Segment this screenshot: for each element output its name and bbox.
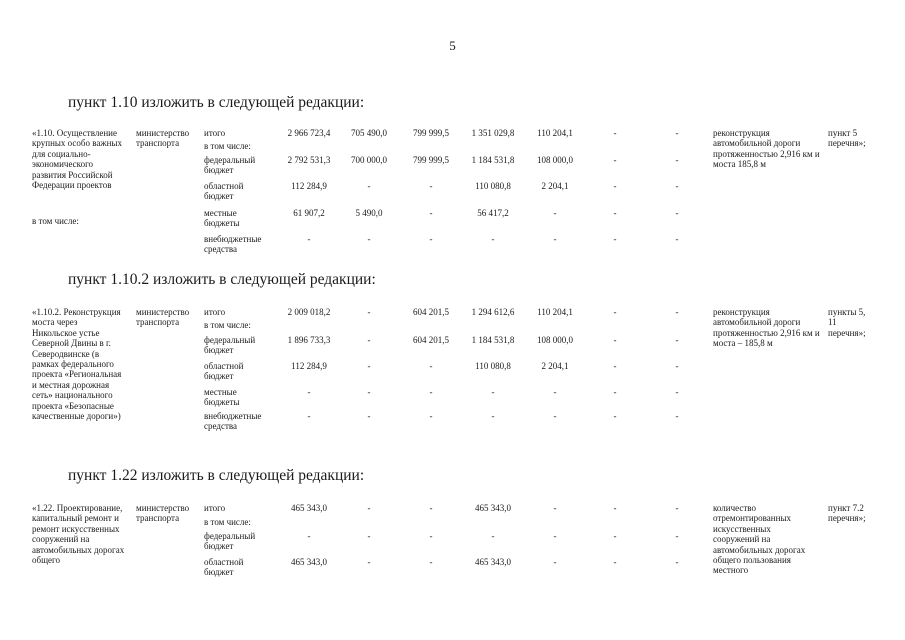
- cell-value: 1 896 733,3: [287, 335, 331, 345]
- cell-value: 1 294 612,6: [471, 307, 515, 317]
- row-label: в том числе:: [204, 141, 251, 151]
- cell-value: -: [675, 208, 679, 218]
- cell-value: -: [429, 411, 433, 421]
- row-label: федеральный бюджет: [204, 531, 256, 552]
- cell-value: -: [367, 361, 371, 371]
- row-label: итого: [204, 503, 226, 513]
- cell-value: -: [675, 503, 679, 513]
- measure-sub-label: в том числе:: [32, 216, 79, 226]
- cell-value: 110 080,8: [475, 361, 511, 371]
- cell-value: -: [367, 335, 371, 345]
- cell-value: -: [675, 531, 679, 541]
- cell-value: 604 201,5: [413, 307, 449, 317]
- cell-value: -: [675, 234, 679, 244]
- cell-value: -: [491, 411, 495, 421]
- cell-value: -: [613, 234, 617, 244]
- expected-result: количество отремонтированных искусственных сооружений на автомобильных дорогах общего пользования местного: [713, 503, 806, 576]
- measure-name: «1.10. Осуществление крупных особо важных для социально-экономического развития Российской Федерации проектов: [32, 128, 122, 191]
- cell-value: -: [553, 411, 557, 421]
- cell-value: -: [675, 557, 679, 567]
- table-row: [32, 411, 732, 437]
- row-label: итого: [204, 307, 226, 317]
- cell-value: 61 907,2: [293, 208, 325, 218]
- cell-value: -: [491, 387, 495, 397]
- cell-value: -: [675, 411, 679, 421]
- row-label: местные бюджеты: [204, 208, 240, 229]
- cell-value: -: [675, 307, 679, 317]
- expected-result: реконструкция автомобильной дороги протяженностью 2,916 км и моста 185,8 м: [713, 128, 820, 170]
- cell-value: 110 204,1: [537, 128, 573, 138]
- row-label: итого: [204, 128, 226, 138]
- responsible-org: министерство транспорта: [136, 128, 190, 149]
- cell-value: -: [553, 557, 557, 567]
- cell-value: -: [429, 181, 433, 191]
- table-row: [32, 208, 732, 234]
- cell-value: 604 201,5: [413, 335, 449, 345]
- cell-value: 2 204,1: [541, 361, 569, 371]
- table-row: [32, 361, 732, 387]
- cell-value: -: [429, 557, 433, 567]
- cell-value: 110 080,8: [475, 181, 511, 191]
- expected-result: реконструкция автомобильной дороги протяженностью 2,916 км и моста – 185,8 м: [713, 307, 820, 349]
- cell-value: -: [613, 335, 617, 345]
- cell-value: 465 343,0: [475, 503, 511, 513]
- list-reference: пункты 5, 11 перечня»;: [828, 307, 866, 338]
- cell-value: 465 343,0: [291, 557, 327, 567]
- row-label: федеральный бюджет: [204, 335, 256, 356]
- cell-value: -: [675, 128, 679, 138]
- section-heading-1-10: пункт 1.10 изложить в следующей редакции:: [68, 94, 365, 111]
- section-heading-1-22: пункт 1.22 изложить в следующей редакции:: [68, 467, 365, 484]
- cell-value: -: [429, 208, 433, 218]
- cell-value: -: [613, 503, 617, 513]
- cell-value: -: [429, 387, 433, 397]
- page-number: 5: [449, 38, 456, 53]
- cell-value: 1 184 531,8: [471, 335, 515, 345]
- cell-value: -: [491, 234, 495, 244]
- cell-value: -: [367, 503, 371, 513]
- cell-value: 700 000,0: [351, 155, 387, 165]
- row-label: федеральный бюджет: [204, 155, 256, 176]
- cell-value: 112 284,9: [291, 361, 327, 371]
- measure-name: «1.22. Проектирование, капитальный ремонт и ремонт искусственных сооружений на автомобильных дорогах общего: [32, 503, 125, 566]
- cell-value: -: [613, 531, 617, 541]
- cell-value: -: [429, 234, 433, 244]
- cell-value: -: [367, 557, 371, 567]
- cell-value: -: [307, 387, 311, 397]
- cell-value: -: [307, 234, 311, 244]
- cell-value: 2 009 018,2: [287, 307, 331, 317]
- cell-value: -: [675, 335, 679, 345]
- cell-value: 5 490,0: [355, 208, 383, 218]
- row-label: областной бюджет: [204, 557, 244, 578]
- cell-value: -: [429, 361, 433, 371]
- cell-value: 799 999,5: [413, 128, 449, 138]
- cell-value: -: [367, 411, 371, 421]
- cell-value: 2 792 531,3: [287, 155, 331, 165]
- responsible-org: министерство транспорта: [136, 307, 190, 328]
- row-label: местные бюджеты: [204, 387, 240, 408]
- cell-value: 465 343,0: [291, 503, 327, 513]
- list-reference: пункт 7.2 перечня»;: [828, 503, 866, 524]
- cell-value: -: [553, 208, 557, 218]
- table-row: [32, 234, 732, 260]
- cell-value: -: [613, 208, 617, 218]
- cell-value: -: [613, 387, 617, 397]
- cell-value: 108 000,0: [537, 335, 573, 345]
- cell-value: -: [367, 387, 371, 397]
- row-label: в том числе:: [204, 320, 251, 330]
- cell-value: 1 184 531,8: [471, 155, 515, 165]
- cell-value: -: [553, 234, 557, 244]
- cell-value: -: [675, 181, 679, 191]
- table-row: [32, 557, 732, 583]
- cell-value: -: [553, 531, 557, 541]
- cell-value: -: [613, 411, 617, 421]
- cell-value: -: [675, 387, 679, 397]
- cell-value: 2 204,1: [541, 181, 569, 191]
- cell-value: -: [429, 503, 433, 513]
- row-label: в том числе:: [204, 517, 251, 527]
- responsible-org: министерство транспорта: [136, 503, 190, 524]
- cell-value: 799 999,5: [413, 155, 449, 165]
- row-label: внебюджетные средства: [204, 411, 262, 432]
- cell-value: -: [307, 531, 311, 541]
- table-row: [32, 335, 732, 361]
- cell-value: -: [553, 387, 557, 397]
- cell-value: -: [613, 557, 617, 567]
- cell-value: -: [613, 128, 617, 138]
- table-row: [32, 181, 732, 207]
- cell-value: -: [553, 503, 557, 513]
- cell-value: 705 490,0: [351, 128, 387, 138]
- cell-value: -: [367, 531, 371, 541]
- table-row: [32, 155, 732, 181]
- cell-value: 2 966 723,4: [287, 128, 331, 138]
- cell-value: -: [307, 411, 311, 421]
- cell-value: 56 417,2: [477, 208, 509, 218]
- cell-value: -: [491, 531, 495, 541]
- cell-value: 110 204,1: [537, 307, 573, 317]
- row-label: областной бюджет: [204, 361, 244, 382]
- cell-value: -: [613, 181, 617, 191]
- cell-value: -: [367, 234, 371, 244]
- cell-value: 108 000,0: [537, 155, 573, 165]
- cell-value: -: [429, 531, 433, 541]
- table-row: [32, 387, 732, 413]
- cell-value: -: [613, 361, 617, 371]
- cell-value: 465 343,0: [475, 557, 511, 567]
- cell-value: -: [675, 361, 679, 371]
- cell-value: -: [367, 181, 371, 191]
- cell-value: 1 351 029,8: [471, 128, 515, 138]
- table-row: [32, 531, 732, 557]
- cell-value: -: [367, 307, 371, 317]
- cell-value: -: [613, 307, 617, 317]
- cell-value: -: [675, 155, 679, 165]
- row-label: внебюджетные средства: [204, 234, 262, 255]
- measure-name: «1.10.2. Реконструкция моста через Никольское устье Северной Двины в г. Северодвинске (в рамках федерального проекта «Региональная и местная дорожная сеть» национального проекта «Безопасные качественные дороги»): [32, 307, 122, 422]
- cell-value: 112 284,9: [291, 181, 327, 191]
- row-label: областной бюджет: [204, 181, 244, 202]
- cell-value: -: [613, 155, 617, 165]
- list-reference: пункт 5 перечня»;: [828, 128, 866, 149]
- section-heading-1-10-2: пункт 1.10.2 изложить в следующей редакции:: [68, 271, 376, 288]
